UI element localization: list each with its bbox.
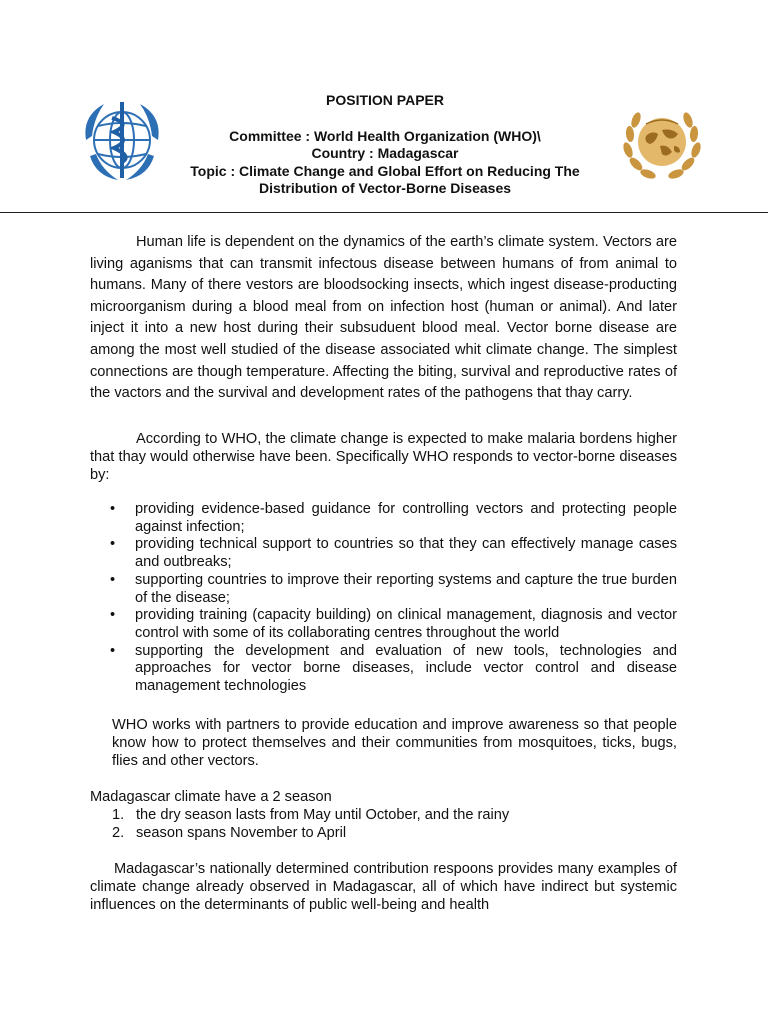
bullet-icon: • (110, 642, 116, 659)
document-title: POSITION PAPER (326, 92, 444, 108)
who-paragraph: According to WHO, the climate change is expected to make malaria bordens higher that thay would otherwise have been. Specifically WHO responds to vector-borne diseases by: (90, 431, 677, 484)
bullet-icon: • (110, 607, 116, 624)
who-emblem-logo (76, 96, 168, 184)
topic-line: Topic : Climate Change and Global Effort on Reducing The Distribution of Vector-Borne Diseases (190, 162, 580, 196)
title-block (170, 92, 600, 198)
list-item: • supporting countries to improve their reporting systems and capture the true burden of the disease; (110, 571, 677, 606)
bullet-icon: • (110, 536, 116, 553)
committee-line: Committee : World Health Organization (WHO)\ (229, 127, 541, 144)
climate-intro: Madagascar climate have a 2 season (90, 789, 332, 805)
list-item: • providing technical support to countries so that they can effectively manage cases and outbreaks; (110, 536, 677, 571)
bullet-icon: • (110, 571, 116, 588)
season-list (90, 806, 677, 842)
list-item: 1. the dry season lasts from May until October, and the rainy (112, 807, 510, 823)
document-header (0, 0, 768, 214)
who-response-list (90, 501, 677, 696)
list-item: 2. season spans November to April (112, 825, 347, 842)
bullet-icon: • (110, 501, 116, 517)
list-item: • providing evidence-based guidance for controlling vectors and protecting people against infection; (110, 501, 677, 535)
laurel-globe-logo (616, 100, 708, 186)
intro-paragraph: Human life is dependent on the dynamics of the earth’s climate system. Vectors are living aganisms that can transmit infectous disease between humans of from animal to humans. Many of there vestors are bloodsocking insects, which ingest disease-producting microorganism during a blood meal from on infection host (human or animal). And later inject it into a new host during their subsuduent blood meal. Vector borne disease are among the most well studied of the disease associated whit climate change. The simplest connections are though temperature. Affecting the biting, survival and reproductive rates of the vactors and the survival and development rates of the pathogens that thay carry. (90, 234, 677, 402)
country-line: Country : Madagascar (311, 145, 459, 161)
header-divider (0, 212, 768, 213)
list-item: • providing training (capacity building) on clinical management, diagnosis and vector control with some of its collaborating centres throughout the world (110, 607, 677, 641)
partners-paragraph: WHO works with partners to provide education and improve awareness so that people know how to protect themselves and their communities from mosquitoes, ticks, bugs, flies and other vectors. (112, 717, 677, 770)
list-item: • supporting the development and evaluation of new tools, technologies and approaches for vector borne diseases, include vector control and disease management technologies (110, 642, 677, 695)
ndc-paragraph: Madagascar’s nationally determined contribution respoons provides many examples of climate change already observed in Madagascar, all of which have indirect but systemic influences on the determinants of public well-being and health (90, 861, 677, 914)
